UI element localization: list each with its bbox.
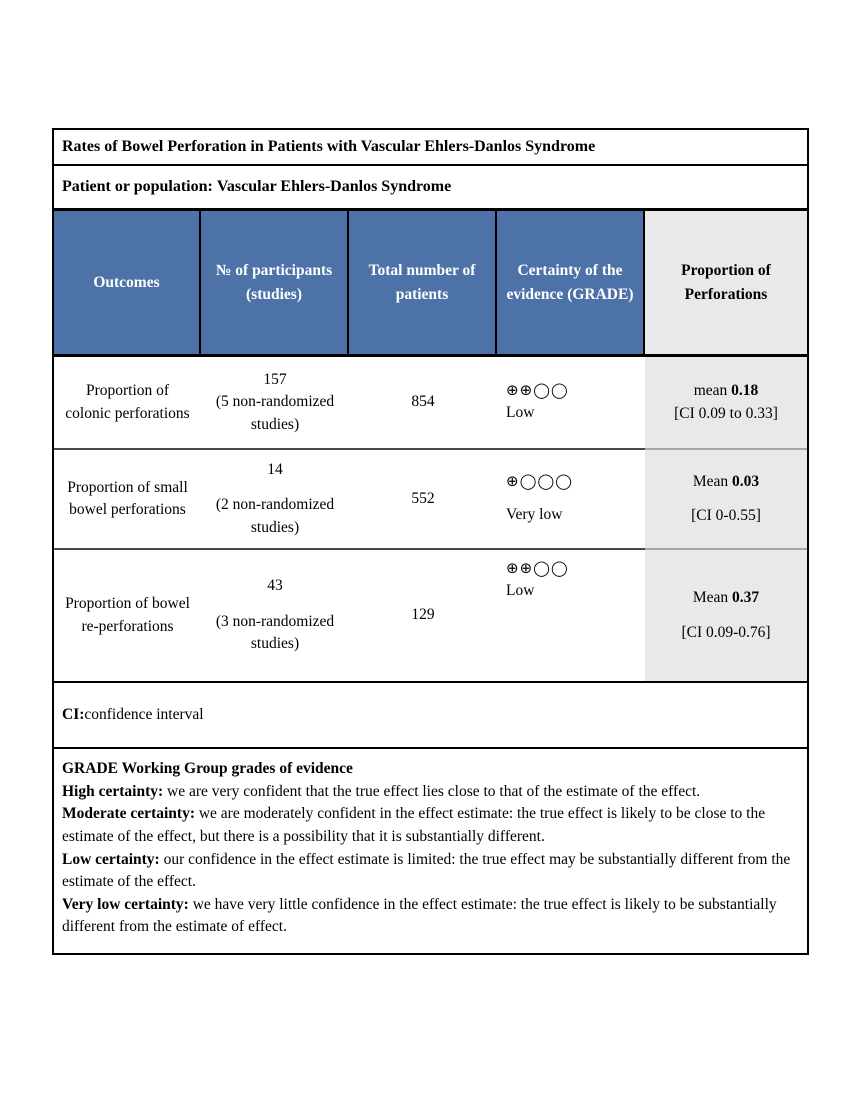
proportion-cell xyxy=(645,550,807,683)
participants-studies: (2 non-randomized studies) xyxy=(215,496,335,536)
abbreviation-footnote xyxy=(54,683,807,749)
participants-count: 43 xyxy=(267,577,283,595)
table-row xyxy=(54,357,807,450)
grade-note-very-low: Very low certainty: we have very little confidence in the effect estimate: the true effect is likely to be substantially different from the estimate of effect. xyxy=(62,895,777,936)
outcome-line2: colonic perforations xyxy=(65,404,190,422)
header-participants: № of participants (studies) xyxy=(201,211,349,354)
proportion-cell xyxy=(645,357,807,450)
proportion-value: 0.37 xyxy=(732,589,760,607)
total-patients-value: 552 xyxy=(411,489,435,507)
grade-circles-icon: ⊕◯◯◯ xyxy=(506,472,573,491)
proportion-mean: Mean 0.03 xyxy=(692,472,760,490)
proportion-ci: [CI 0.09-0.76] xyxy=(681,623,771,641)
outcome-line2: re-perforations xyxy=(81,617,174,635)
abbreviation-term: CI: xyxy=(62,706,85,723)
proportion-ci: [CI 0-0.55] xyxy=(691,507,761,524)
outcome-line1: Proportion of small xyxy=(67,478,188,496)
outcome-cell xyxy=(54,357,201,450)
header-total-patients: Total number of patients xyxy=(349,211,497,354)
participants-cell xyxy=(201,450,349,550)
abbreviation-definition: confidence interval xyxy=(84,706,204,723)
proportion-value: 0.03 xyxy=(732,472,760,490)
proportion-mean: mean 0.18 xyxy=(693,382,759,400)
grade-legend xyxy=(54,749,807,953)
table-title-text: Rates of Bowel Perforation in Patients with Vascular Ehlers-Danlos Syndrome xyxy=(62,138,596,155)
outcome-line1: Proportion of xyxy=(85,382,170,400)
participants-count: 14 xyxy=(267,460,283,478)
grade-circles-icon: ⊕⊕◯◯ xyxy=(506,559,569,577)
total-patients-value: 854 xyxy=(411,393,435,411)
outcome-line2: bowel perforations xyxy=(69,501,186,518)
total-patients-cell xyxy=(349,550,497,683)
total-patients-cell xyxy=(349,357,497,450)
header-certainty: Certainty of the evidence (GRADE) xyxy=(497,211,645,354)
population-row xyxy=(54,166,807,211)
grade-note-moderate: Moderate certainty: we are moderately confident in the effect estimate: the true effect is likely to be close to the estimate of the effect, but there is a possibility that it is substantially different. xyxy=(62,805,766,845)
participants-count: 157 xyxy=(263,370,287,388)
population-value: Vascular Ehlers-Danlos Syndrome xyxy=(216,178,452,195)
grade-legend-heading: GRADE Working Group grades of evidence xyxy=(62,760,353,777)
table-row xyxy=(54,450,807,550)
grade-circles-icon: ⊕⊕◯◯ xyxy=(506,381,569,400)
total-patients-value: 129 xyxy=(411,606,435,624)
grade-note-low: Low certainty: our confidence in the effect estimate is limited: the true effect may be substantially different from the estimate of the effect. xyxy=(62,850,791,891)
certainty-cell xyxy=(497,550,645,683)
participants-studies: (5 non-randomized studies) xyxy=(215,393,335,433)
table-row xyxy=(54,550,807,683)
participants-cell xyxy=(201,357,349,450)
proportion-mean: Mean 0.37 xyxy=(692,589,760,607)
summary-of-findings-table xyxy=(52,128,809,955)
total-patients-cell xyxy=(349,450,497,550)
outcome-cell xyxy=(54,550,201,683)
participants-studies: (3 non-randomized studies) xyxy=(215,612,335,653)
column-header-row xyxy=(54,211,807,357)
certainty-cell xyxy=(497,357,645,450)
certainty-label: Very low xyxy=(506,506,563,524)
population-label: Patient or population: xyxy=(62,178,213,195)
proportion-cell xyxy=(645,450,807,550)
outcome-cell xyxy=(54,450,201,550)
grade-note-high: High certainty: we are very confident that the true effect lies close to that of the estimate of the effect. xyxy=(62,782,701,800)
participants-cell xyxy=(201,550,349,683)
certainty-label: Low xyxy=(506,581,535,599)
proportion-value: 0.18 xyxy=(731,382,759,400)
header-outcomes: Outcomes xyxy=(54,211,201,354)
certainty-cell xyxy=(497,450,645,550)
table-title xyxy=(54,130,807,166)
header-proportion: Proportion of Perforations xyxy=(645,211,807,354)
outcome-line1: Proportion of bowel xyxy=(65,595,190,613)
certainty-label: Low xyxy=(506,404,535,422)
proportion-ci: [CI 0.09 to 0.33] xyxy=(674,404,778,422)
